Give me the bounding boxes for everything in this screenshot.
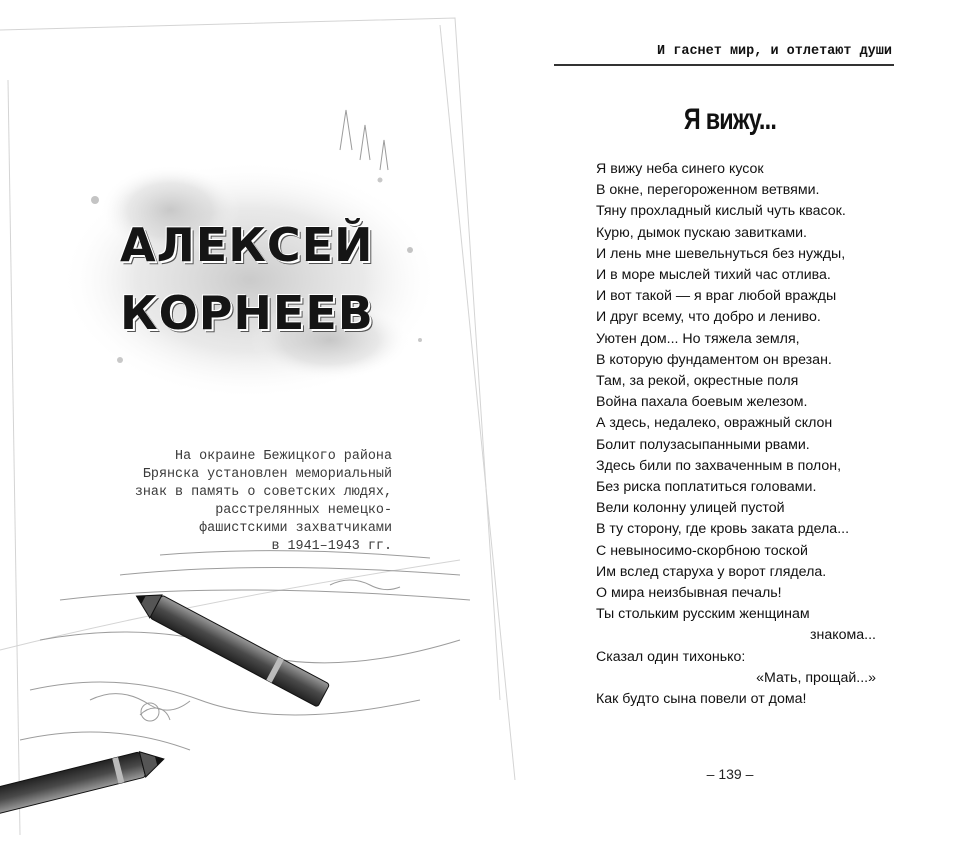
poem-line: А здесь, недалеко, овражный склон	[596, 415, 833, 432]
poem-text	[596, 159, 876, 710]
poem-title: Я вижу...	[683, 103, 777, 136]
poem-line: В которую фундаментом он врезан.	[596, 351, 832, 368]
running-head: И гаснет мир, и отлетают души	[657, 44, 892, 59]
poem-line: Без риска поплатиться головами.	[596, 479, 817, 496]
poem-line: В ту сторону, где кровь заката рдела...	[596, 521, 850, 538]
poem-line: В окне, перегороженном ветвями.	[596, 182, 820, 199]
poem-line: Курю, дымок пускаю завитками.	[596, 224, 807, 241]
right-page	[540, 0, 960, 841]
memorial-note-line: Брянска установлен мемориальный	[142, 467, 392, 482]
ink-splash	[60, 160, 440, 400]
poem-line: Война пахала боевым железом.	[596, 394, 808, 411]
page-number: – 139 –	[706, 766, 754, 782]
pencil-icon	[0, 746, 167, 825]
memorial-note-line: знак в память о советских людях,	[134, 485, 392, 500]
author-last-name: КОРНЕЕВ	[120, 286, 374, 340]
poem-line: И лень мне шевельнуться без нужды,	[596, 245, 846, 262]
poem-line: И в море мыслей тихий час отлива.	[596, 267, 831, 284]
poem-line: Тяну прохладный кислый чуть квасок.	[596, 203, 846, 220]
author-first-name: АЛЕКСЕЙ	[120, 218, 374, 272]
poem-line: Я вижу неба синего кусок	[596, 161, 764, 177]
header-rule	[554, 64, 894, 66]
memorial-note-line: в 1941–1943 гг.	[271, 539, 392, 554]
poem-line: Ты стольким русским женщинам	[596, 606, 810, 623]
memorial-note-line: На окраине Бежицкого района	[175, 449, 392, 464]
memorial-note-line: фашистскими захватчиками	[199, 521, 392, 536]
poem-line: «Мать, прощай...»	[756, 669, 876, 686]
paper-sheets	[0, 18, 515, 835]
poem-line: Вели колонну улицей пустой	[596, 500, 785, 517]
poem-line: знакома...	[810, 627, 876, 644]
poem-line: Там, за рекой, окрестные поля	[596, 373, 799, 390]
poem-line: И друг всему, что добро и лениво.	[596, 309, 821, 326]
poem-line: С невыносимо-скорбною тоской	[596, 542, 808, 559]
poem-line: Болит полузасыпанными рвами.	[596, 436, 810, 453]
memorial-note-line: расстрелянных немецко-	[215, 503, 392, 518]
poem-line: Как будто сына повели от дома!	[596, 691, 807, 708]
poem-line: Здесь били по захваченным в полон,	[596, 457, 842, 474]
memorial-note	[80, 448, 392, 556]
poem-line: И вот такой — я враг любой вражды	[596, 288, 837, 305]
poem-line: О мира неизбывная печаль!	[596, 585, 782, 602]
poem-line: Уютен дом... Но тяжела земля,	[596, 330, 800, 347]
poem-line: Им вслед старуха у ворот глядела.	[596, 563, 827, 580]
poem-line: Сказал один тихонько:	[596, 648, 746, 665]
